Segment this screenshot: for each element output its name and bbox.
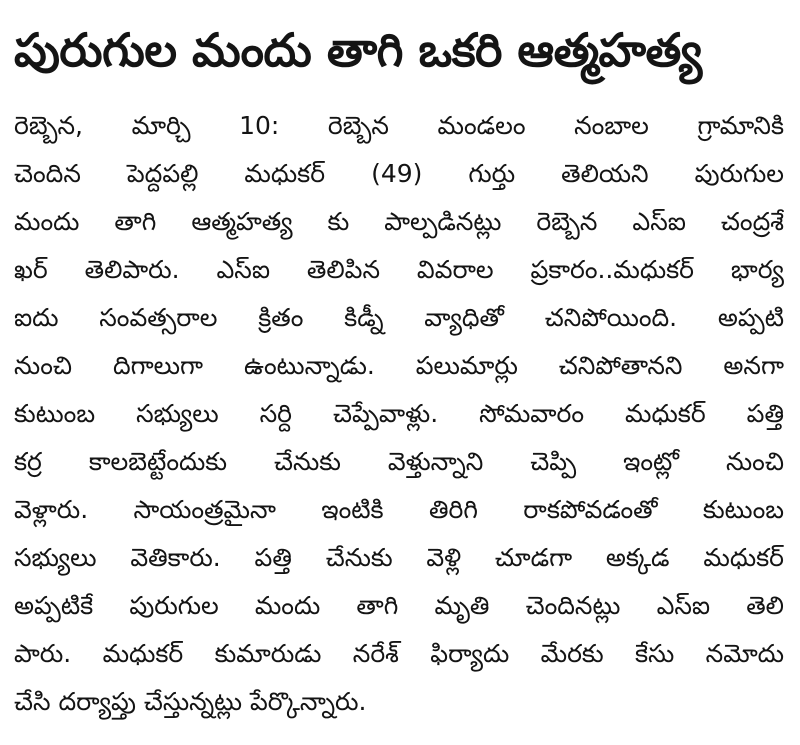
article-line: రెబ్బెన, మార్చి 10: రెబ్బెన మండలం నంబాల గ్రామానికి: [14, 111, 784, 140]
article-line: కుటుంబ సభ్యులు సర్ది చెప్పేవాళ్లు. సోమవారం మధుకర్ పత్తి: [14, 399, 784, 428]
article-line: చేసి దర్యాప్తు చేస్తున్నట్లు పేర్కొన్నారు.: [14, 687, 367, 716]
article-line: ఐదు సంవత్సరాల క్రితం కిడ్నీ వ్యాధితో చనిపోయింది. అప్పటి: [14, 303, 784, 332]
article-line: వెళ్లారు. సాయంత్రమైనా ఇంటికి తిరిగి రాకపోవడంతో కుటుంబ: [14, 495, 784, 524]
article-line: పారు. మధుకర్ కుమారుడు నరేశ్ ఫిర్యాదు మేరకు కేసు నమోదు: [14, 639, 784, 668]
article-line: చెందిన పెద్దపల్లి మధుకర్ (49) గుర్తు తెలియని పురుగుల: [14, 159, 784, 188]
article-line: ఖర్ తెలిపారు. ఎస్ఐ తెలిపిన వివరాల ప్రకారం..మధుకర్ భార్య: [14, 255, 784, 284]
article-body: [14, 102, 784, 726]
article-line: అప్పటికే పురుగుల మందు తాగి మృతి చెందినట్లు ఎస్ఐ తెలి: [14, 591, 784, 620]
article-line: మందు తాగి ఆత్మహత్య కు పాల్పడినట్లు రెబ్బెన ఎస్ఐ చంద్రశే: [14, 207, 784, 236]
article-line: నుంచి దిగాలుగా ఉంటున్నాడు. పలుమార్లు చనిపోతానని అనగా: [14, 351, 784, 380]
headline: పురుగుల మందు తాగి ఒకరి ఆత్మహత్య: [14, 23, 702, 77]
article-line: సభ్యులు వెతికారు. పత్తి చేనుకు వెళ్లి చూడగా అక్కడ మధుకర్: [14, 543, 784, 572]
article-line: కర్ర కాలబెట్టేందుకు చేనుకు వెళ్తున్నాని చెప్పి ఇంట్లో నుంచి: [14, 447, 784, 476]
